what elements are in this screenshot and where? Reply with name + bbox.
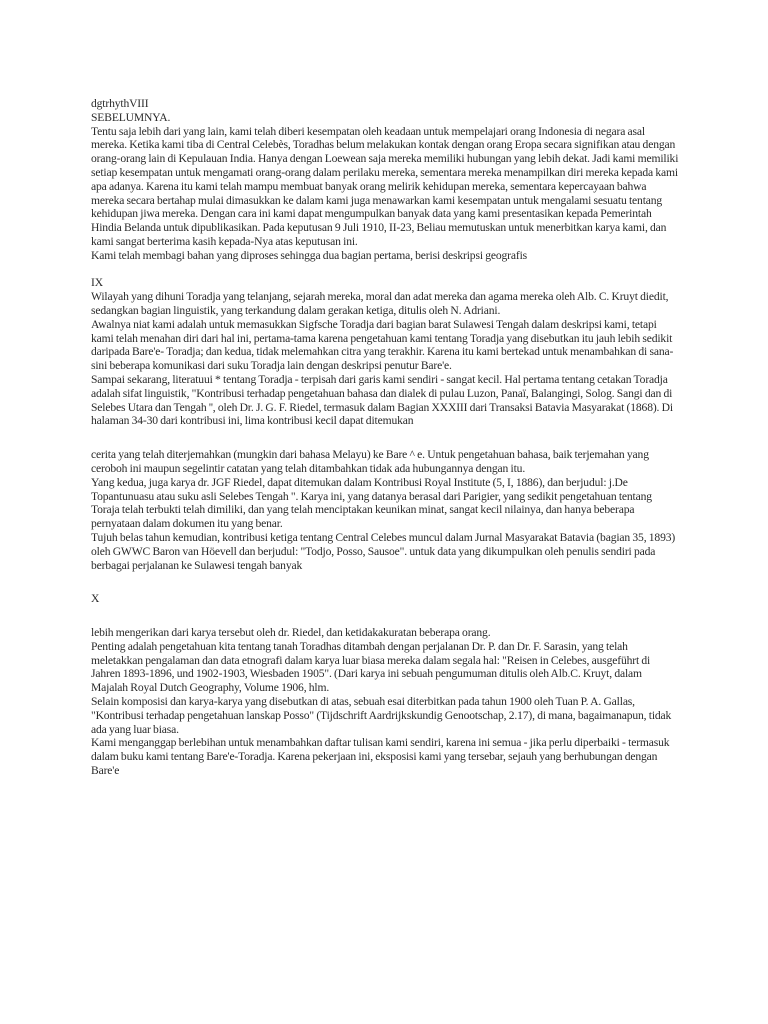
paragraph: lebih mengerikan dari karya tersebut oleh dr. Riedel, dan ketidakakuratan beberapa orang.	[91, 626, 491, 640]
page-break-gap	[91, 606, 681, 626]
paragraph: SEBELUMNYA.	[91, 110, 171, 124]
paragraph: cerita yang telah diterjemahkan (mungkin dari bahasa Melayu) ke Bare ^ e. Untuk pengetahuan bahasa, baik terjemahan yang ceroboh ini maupun segelintir catatan yang telah ditambahkan tidak ada hubungannya dengan itu.	[91, 448, 649, 475]
paragraph-gap	[91, 263, 681, 277]
paragraph: Sampai sekarang, literatuui * tentang Toradja - terpisah dari garis kami sendiri - sangat kecil. Hal pertama tentang cetakan Toradja adalah sifat linguistik, "Kontribusi terhadap pengetahuan bahasa dan dialek di pulau Luzon, Panaï, Balangingi, Solog. Sangi dan di Selebes Utara dan Tengah '', oleh Dr. J. G. F. Riedel, termasuk dalam Bagian XXXIII dari Transaksi Batavia Masyarakat (1868). Di halaman 34-30 dari kontribusi ini, lima kontribusi kecil dapat ditemukan	[91, 372, 673, 428]
paragraph: Tentu saja lebih dari yang lain, kami telah diberi kesempatan oleh keadaan untuk mempelajari orang Indonesia di negara asal mereka. Ketika kami tiba di Central Celebès, Toradhas belum melakukan kontak dengan orang Eropa secara signifikan atau dengan orang-orang lain di Kepulauan India. Hanya dengan Loewean saja mereka memiliki hubungan yang lebih dekat. Jadi kami memiliki setiap kesempatan untuk mengamati orang-orang dalam perilaku mereka, sementara mereka menampilkan diri mereka kepada kami apa adanya. Karena itu kami telah mampu membuat banyak orang melirik kehidupan mereka, sementara kepercayaan bahwa mereka secara bertahap mulai dimasukkan ke dalam kami juga menawarkan kami kesempatan untuk mengalami sesuatu tentang kehidupan jiwa mereka. Dengan cara ini kami dapat mengumpulkan banyak data yang kami presentasikan kepada Pemerintah Hindia Belanda untuk dipublikasikan. Pada keputusan 9 Juli 1910, II-23, Beliau memutuskan untuk menerbitkan karya kami, dan kami sangat berterima kasih kepada-Nya atas keputusan ini.	[91, 124, 679, 248]
paragraph: Selain komposisi dan karya-karya yang disebutkan di atas, sebuah esai diterbitkan pada tahun 1900 oleh Tuan P. A. Gallas, "Kontribusi terhadap pengetahuan lanskap Posso" (Tijdschrift Aardrijkskundig Genootschap, 2.17), di mana, bagaimanapun, tidak ada yang luar biasa.	[91, 695, 672, 736]
document-page	[91, 97, 681, 778]
paragraph: Kami menganggap berlebihan untuk menambahkan daftar tulisan kami sendiri, karena ini semua - jika perlu diperbaiki - termasuk dalam buku kami tentang Bare'e-Toradja. Karena pekerjaan ini, eksposisi kami yang tersebar, sejauh yang berhubungan dengan Bare'e	[91, 736, 670, 778]
header-code: dgtrhythVIII	[91, 97, 149, 110]
paragraph: Wilayah yang dihuni Toradja yang telanjang, sejarah mereka, moral dan adat mereka dan agama mereka oleh Alb. C. Kruyt diedit, sedangkan bagian linguistik, yang terkandung dalam gerakan ketiga, ditulis oleh N. Adriani.	[91, 290, 669, 317]
paragraph: Yang kedua, juga karya dr. JGF Riedel, dapat ditemukan dalam Kontribusi Royal Institute (5, I, 1886), dan berjudul: j.De Topantunuasu atau suku asli Selebes Tengah ". Karya ini, yang datanya berasal dari Parigier, yang sedikit pengetahuan tentang Toraja telah terbukti telah dimiliki, dan yang telah menciptakan keunikan minat, sangat kecil nilainya, dan hanya beberapa pernyataan dalam dokumen itu yang benar.	[91, 475, 652, 531]
paragraph: Kami telah membagi bahan yang diproses sehingga dua bagian pertama, berisi deskripsi geografis	[91, 248, 528, 262]
paragraph: X	[91, 592, 100, 606]
paragraph: Penting adalah pengetahuan kita tentang tanah Toradhas ditambah dengan perjalanan Dr. P. dan Dr. F. Sarasin, yang telah meletakkan pengalaman dan data etnografi dalam karya luar biasa mereka dalam segala hal: "Reisen in Celebes, ausgeführt di Jahren 1893-1896, und 1902-1903, Wiesbaden 1905". (Dari karya ini sebuah pengumuman ditulis oleh Alb.C. Kruyt, dalam Majalah Royal Dutch Geography, Volume 1906, hlm.	[91, 639, 651, 695]
page-break-gap	[91, 428, 681, 448]
page-break-gap	[91, 572, 681, 592]
document-body	[91, 111, 681, 778]
paragraph: Tujuh belas tahun kemudian, kontribusi ketiga tentang Central Celebes muncul dalam Jurnal Masyarakat Batavia (bagian 35, 1893) oleh GWWC Baron van Höevell dan berjudul: "Todjo, Posso, Sausoe". untuk data yang dikumpulkan oleh penulis sendiri pada berbagai perjalanan ke Sulawesi tengah banyak	[91, 530, 676, 572]
paragraph: Awalnya niat kami adalah untuk memasukkan Sigfsche Toradja dari bagian barat Sulawesi Tengah dalam deskripsi kami, tetapi kami telah menahan diri dari hal ini, pertama-tama karena pengetahuan kami tentang Toradja yang disebutkan itu jauh lebih sedikit daripada Bare'e- Toradja; dan kedua, tidak melemahkan citra yang terakhir. Karena itu kami bertekad untuk menambahkan di sana- sini beberapa komunikasi dari suku Toradja lain dengan deskripsi penutur Bare'e.	[91, 317, 674, 373]
paragraph: IX	[91, 276, 103, 290]
